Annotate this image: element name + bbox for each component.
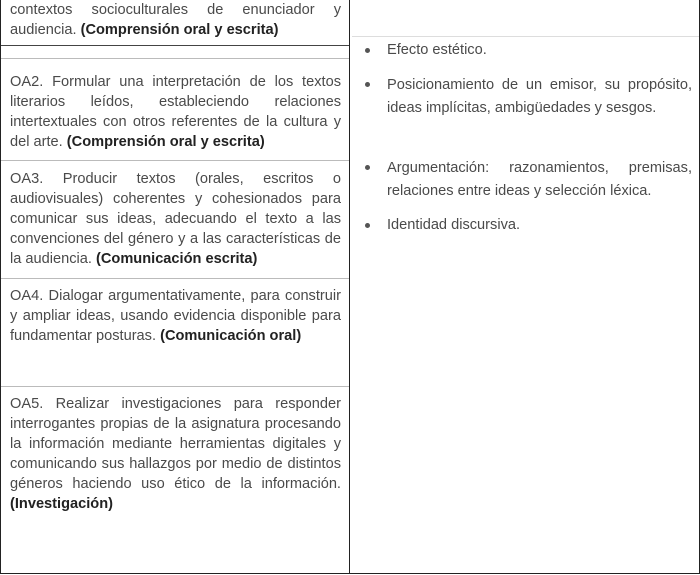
objective-code: OA4.: [10, 288, 44, 304]
objective-oa5: [10, 394, 341, 514]
objective-oa3: [10, 169, 341, 269]
objective-skill: (Comprensión oral y escrita): [80, 22, 279, 38]
bullet-icon: [365, 82, 370, 87]
objective-code: OA5.: [10, 396, 44, 412]
list-item-text: Argumentación: razonamientos, premisas, relaciones entre ideas y selección léxica.: [387, 160, 692, 199]
list-item-text: Posicionamiento de un emisor, su propósito, ideas implícitas, ambigüedades y sesgos.: [387, 77, 692, 116]
row-divider: [1, 160, 349, 161]
list-item-text: Efecto estético.: [387, 42, 487, 58]
row-divider: [1, 278, 349, 279]
row-divider: [1, 58, 349, 59]
objective-code: OA3.: [10, 171, 44, 187]
objective-text: Realizar investigaciones para responder interrogantes propias de la asignatura procesando la información mediante herramientas digitales y comunicando sus hallazgos por medio de distintos géneros haciendo uso ético de la información.: [10, 396, 341, 492]
objective-skill: (Comunicación escrita): [96, 251, 258, 267]
objective-text: contextos socioculturales de enunciador y audiencia.: [10, 2, 341, 38]
bullet-icon: [365, 48, 370, 53]
list-item-text: Identidad discursiva.: [387, 217, 521, 233]
objective-skill: (Comprensión oral y escrita): [66, 134, 265, 150]
objective-text: Formular una interpretación de los textos literarios leídos, estableciendo relaciones intertextuales con otros referentes de la cultura y del arte.: [10, 74, 341, 150]
objectives-column: [1, 0, 350, 573]
objective-oa4: [10, 286, 341, 346]
objective-text: Dialogar argumentativamente, para construir y ampliar ideas, usando evidencia disponible para fundamentar posturas.: [10, 288, 341, 344]
objective-oa2: [10, 72, 341, 152]
objective-skill: (Comunicación oral): [160, 328, 302, 344]
contents-column: [352, 0, 699, 573]
row-divider: [1, 386, 349, 387]
objective-oa1-continued: [10, 0, 341, 40]
objective-code: OA2.: [10, 74, 44, 90]
bullet-icon: [365, 223, 370, 228]
bullet-icon: [365, 165, 370, 170]
objective-skill: (Investigación): [10, 496, 113, 512]
objective-text: Producir textos (orales, escritos o audiovisuales) coherentes y cohesionados para comunicar sus ideas, adecuando el texto a las convenciones del género y a las características de la audiencia.: [10, 171, 341, 267]
row-divider: [1, 45, 349, 46]
